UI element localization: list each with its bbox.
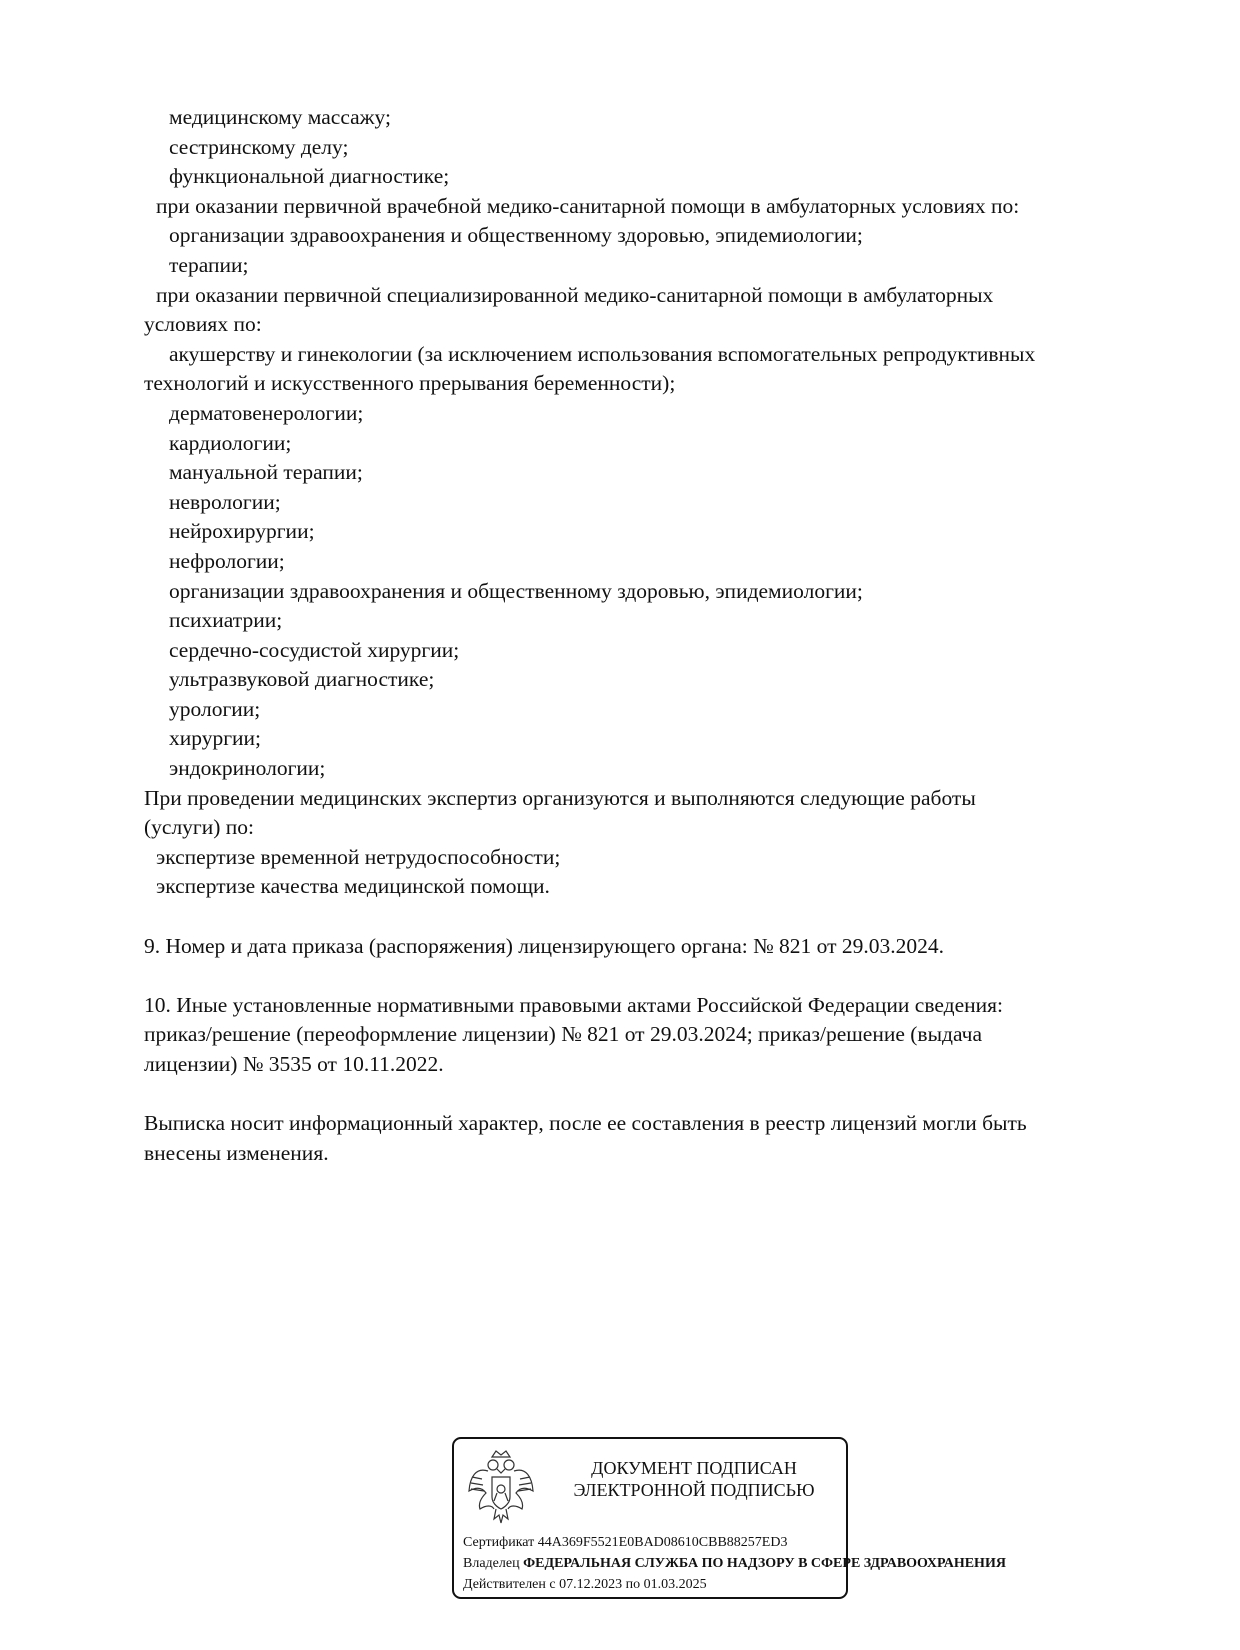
text-line: ультразвуковой диагностике; <box>169 667 435 692</box>
document-body <box>144 103 1154 1168</box>
text-line: организации здравоохранения и общественному здоровью, эпидемиологии; <box>169 223 863 248</box>
coat-of-arms-icon <box>466 1447 536 1525</box>
text-line: (услуги) по: <box>144 815 255 840</box>
text-line: технологий и искусственного прерывания беременности); <box>144 371 676 396</box>
text-line: При проведении медицинских экспертиз организуются и выполняются следующие работы <box>144 785 976 810</box>
text-line: медицинскому массажу; <box>169 105 391 129</box>
text-line: экспертизе временной нетрудоспособности; <box>156 844 561 869</box>
text-line: нефрологии; <box>169 548 285 573</box>
item-10-line: 10. Иные установленные нормативными правовыми актами Российской Федерации сведения: <box>144 992 1003 1017</box>
note-line: Выписка носит информационный характер, после ее составления в реестр лицензий могли быть <box>144 1111 1027 1136</box>
text-line: хирургии; <box>169 726 262 751</box>
text-line: сестринскому делу; <box>169 134 349 159</box>
item-10-line: лицензии) № 3535 от 10.11.2022. <box>144 1052 444 1076</box>
note-line: внесены изменения. <box>144 1140 329 1165</box>
text-line: при оказании первичной специализированной медико-санитарной помощи в амбулаторных <box>156 282 994 307</box>
text-line: экспертизе качества медицинской помощи. <box>156 874 550 899</box>
validity-line: Действителен с 07.12.2023 по 01.03.2025 <box>463 1577 707 1592</box>
text-line: акушерству и гинекологии (за исключением использования вспомогательных репродуктивных <box>169 341 1036 366</box>
owner-line: Владелец ФЕДЕРАЛЬНАЯ СЛУЖБА ПО НАДЗОРУ В СФЕРЕ ЗДРАВООХРАНЕНИЯ <box>463 1556 1006 1571</box>
text-line: условиях по: <box>144 312 262 337</box>
item-9: 9. Номер и дата приказа (распоряжения) лицензирующего органа: № 821 от 29.03.2024. <box>144 933 945 958</box>
text-line: неврологии; <box>169 489 281 514</box>
text-line: функциональной диагностике; <box>169 164 450 189</box>
text-line: терапии; <box>169 252 249 277</box>
text-line: дерматовенерологии; <box>169 400 364 425</box>
text-line: эндокринологии; <box>169 756 326 781</box>
electronic-signature-stamp <box>452 1437 1006 1599</box>
certificate-line: Сертификат 44A369F5521E0BAD08610CBB88257ED3 <box>463 1535 788 1550</box>
text-line: сердечно-сосудистой хирургии; <box>169 637 460 662</box>
text-line: организации здравоохранения и общественному здоровью, эпидемиологии; <box>169 578 863 603</box>
item-10-line: приказ/решение (переоформление лицензии) № 821 от 29.03.2024; приказ/решение (выдача <box>144 1022 982 1047</box>
text-line: мануальной терапии; <box>169 460 363 485</box>
text-line: при оказании первичной врачебной медико-санитарной помощи в амбулаторных условиях по: <box>156 193 1020 218</box>
stamp-title: ДОКУМЕНТ ПОДПИСАН ЭЛЕКТРОННОЙ ПОДПИСЬЮ <box>573 1458 815 1500</box>
text-line: урологии; <box>169 696 261 721</box>
text-line: психиатрии; <box>169 608 283 633</box>
text-line: кардиологии; <box>169 430 292 455</box>
text-line: нейрохирургии; <box>169 519 315 544</box>
